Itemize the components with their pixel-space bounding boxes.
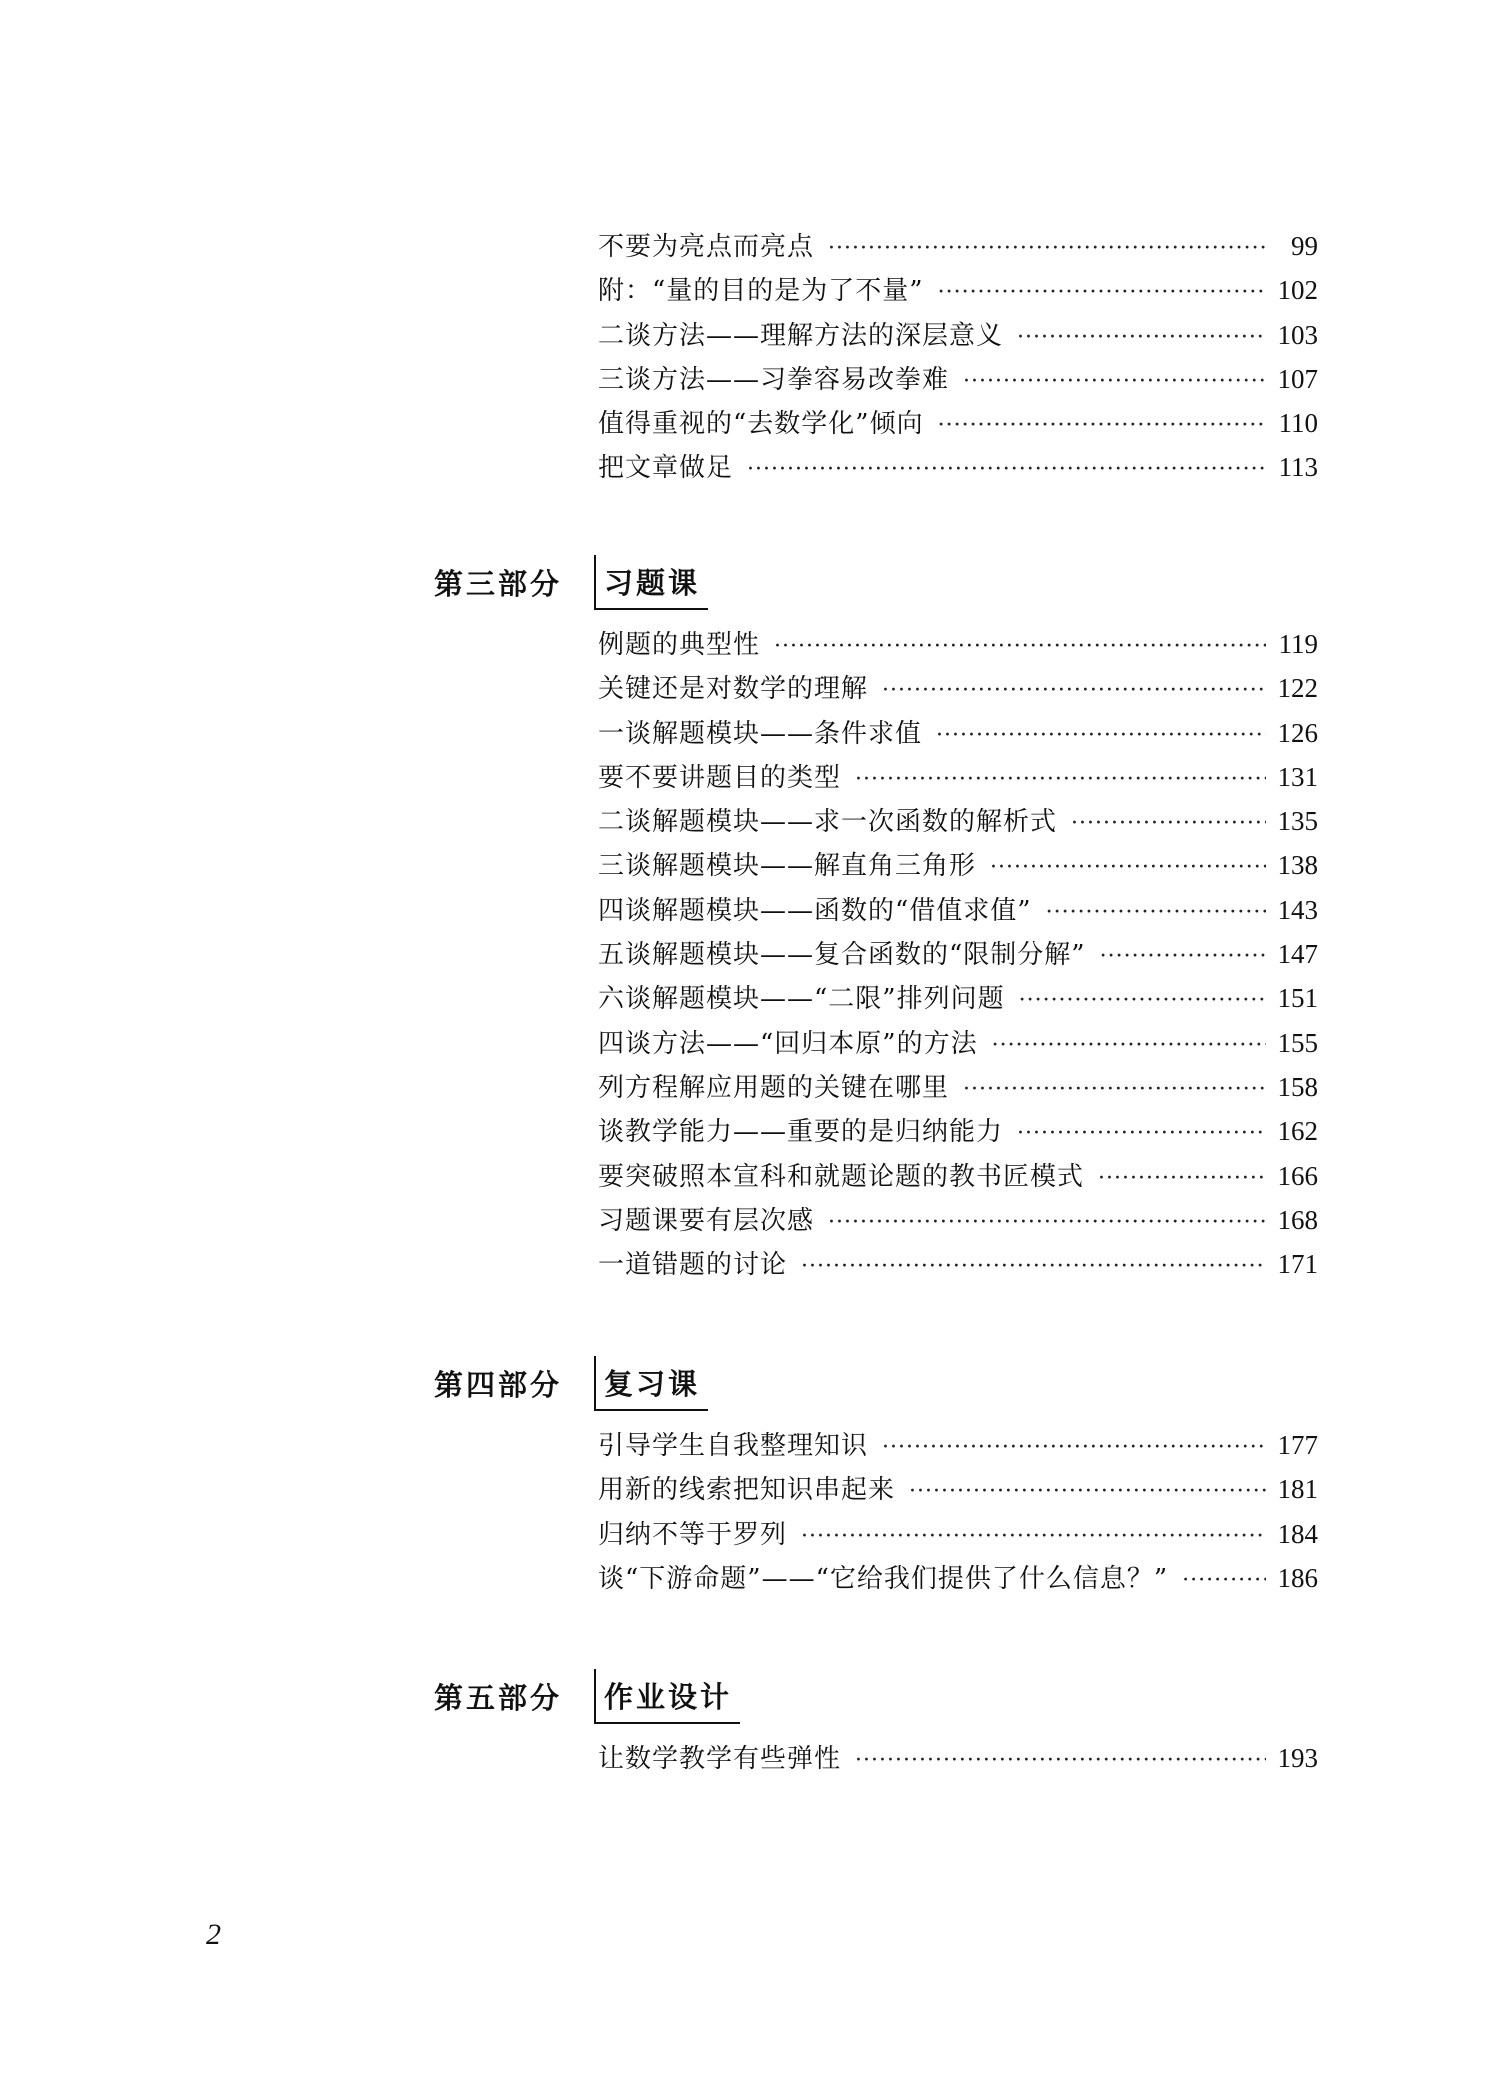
part-title: 习题课 [594, 555, 708, 610]
toc-entry-page: 158 [1277, 1071, 1318, 1102]
toc-entry-title: 四谈方法——“回归本原”的方法 [598, 1028, 978, 1059]
dot-leader [938, 413, 1266, 438]
toc-entry-title: 列方程解应用题的关键在哪里 [598, 1072, 950, 1103]
part-label: 第四部分 [434, 1367, 563, 1402]
toc-entry [598, 890, 1318, 934]
toc-entry [598, 226, 1318, 270]
toc-entry [598, 403, 1318, 447]
toc-entry-title: 附：“量的目的是为了不量” [598, 276, 924, 307]
toc-entry-title: 不要为亮点而亮点 [598, 232, 815, 262]
toc-entry-page: 113 [1278, 452, 1318, 483]
dot-leader [1019, 988, 1266, 1013]
toc-entry-title: 四谈解题模块——函数的“借值求值” [598, 895, 1032, 926]
toc-entry [598, 1244, 1318, 1288]
toc-entry-title: 关键还是对数学的理解 [598, 674, 869, 705]
dot-leader [828, 236, 1266, 261]
toc-entry-page: 103 [1277, 319, 1318, 350]
toc-entry-title: 二谈解题模块——求一次函数的解析式 [598, 807, 1058, 838]
toc-entry-page: 171 [1277, 1249, 1318, 1280]
toc-entry-page: 193 [1277, 1743, 1318, 1773]
toc-entry [598, 1156, 1318, 1200]
toc-entry [598, 1067, 1318, 1111]
toc-entry-title: 谈教学能力——重要的是归纳能力 [598, 1117, 1004, 1148]
toc-list-part-5 [598, 1738, 1318, 1782]
part-label: 第三部分 [434, 566, 563, 601]
dot-leader [936, 723, 1265, 748]
toc-entry-page: 155 [1277, 1027, 1318, 1058]
dot-leader [882, 678, 1265, 703]
dot-leader [990, 855, 1265, 880]
dot-leader [747, 457, 1266, 482]
toc-entry [598, 1200, 1318, 1244]
toc-entry [598, 1738, 1318, 1782]
dot-leader [1100, 944, 1266, 969]
dot-leader [1017, 1121, 1265, 1146]
toc-entry-title: 三谈解题模块——解直角三角形 [598, 851, 977, 882]
toc-entry [598, 315, 1318, 359]
toc-entry-title: 要突破照本宣科和就题论题的教书匠模式 [598, 1161, 1085, 1192]
toc-entry-page: 138 [1277, 850, 1318, 881]
dot-leader [801, 1254, 1265, 1279]
toc-entry-title: 值得重视的“去数学化”倾向 [598, 409, 924, 440]
toc-entry-title: 五谈解题模块——复合函数的“限制分解” [598, 940, 1086, 971]
toc-entry-page: 151 [1277, 983, 1318, 1014]
dot-leader [938, 280, 1266, 305]
toc-entry-page: 102 [1277, 275, 1318, 306]
toc-entry [598, 1514, 1318, 1558]
toc-entry-page: 107 [1277, 363, 1318, 394]
toc-entry-title: 三谈方法——习拳容易改拳难 [598, 364, 950, 395]
dot-leader [1182, 1568, 1265, 1593]
toc-entry [598, 1469, 1318, 1513]
toc-entry [598, 1425, 1318, 1469]
toc-entry-title: 一谈解题模块——条件求值 [598, 718, 923, 749]
dot-leader [801, 1524, 1265, 1549]
dot-leader [909, 1479, 1265, 1504]
toc-entry-page: 135 [1277, 806, 1318, 837]
dot-leader [992, 1033, 1266, 1058]
dot-leader [855, 1748, 1265, 1773]
toc-entry-page: 162 [1277, 1116, 1318, 1147]
toc-entry-page: 168 [1277, 1204, 1318, 1235]
toc-list-part-3 [598, 624, 1318, 1288]
toc-entry [598, 359, 1318, 403]
page-number: 2 [206, 1918, 221, 1951]
toc-entry [598, 757, 1318, 801]
toc-entry-page: 181 [1277, 1474, 1318, 1505]
toc-entry [598, 934, 1318, 978]
toc-entry [598, 1023, 1318, 1067]
toc-entry [598, 668, 1318, 712]
toc-entry-page: 166 [1277, 1160, 1318, 1191]
toc-entry-page: 143 [1277, 894, 1318, 925]
toc-entry-page: 110 [1278, 408, 1318, 439]
toc-entry-page: 131 [1277, 761, 1318, 792]
toc-entry-title: 六谈解题模块——“二限”排列问题 [598, 984, 1005, 1015]
part-header-3 [434, 556, 708, 608]
dot-leader [1046, 900, 1266, 925]
dot-leader [1017, 325, 1265, 350]
dot-leader [963, 1077, 1265, 1102]
toc-entry-title: 谈“下游命题”——“它给我们提供了什么信息？” [598, 1563, 1169, 1594]
toc-entry [598, 270, 1318, 314]
toc-entry [598, 1111, 1318, 1155]
dot-leader [774, 634, 1266, 659]
toc-list-part-4 [598, 1425, 1318, 1602]
toc-entry-title: 习题课要有层次感 [598, 1205, 815, 1236]
toc-entry [598, 978, 1318, 1022]
toc-entry-title: 要不要讲题目的类型 [598, 762, 842, 793]
part-header-4 [434, 1357, 708, 1409]
toc-entry [598, 713, 1318, 757]
toc-entry-page: 99 [1291, 231, 1318, 261]
dot-leader [963, 369, 1265, 394]
part-title: 复习课 [594, 1356, 708, 1411]
toc-entry-title: 引导学生自我整理知识 [598, 1431, 869, 1461]
toc-entry-page: 184 [1277, 1518, 1318, 1549]
toc-entry-title: 例题的典型性 [598, 630, 761, 660]
part-label: 第五部分 [434, 1680, 563, 1715]
toc-entry-page: 186 [1277, 1562, 1318, 1593]
part-title: 作业设计 [594, 1669, 740, 1724]
toc-entry-page: 126 [1277, 717, 1318, 748]
toc-entry-title: 二谈方法——理解方法的深层意义 [598, 320, 1004, 351]
toc-entry-title: 让数学教学有些弹性 [598, 1744, 842, 1774]
toc-entry-title: 归纳不等于罗列 [598, 1519, 788, 1550]
toc-entry-page: 119 [1278, 629, 1318, 659]
toc-entry-page: 177 [1277, 1430, 1318, 1460]
toc-entry [598, 801, 1318, 845]
toc-entry-title: 把文章做足 [598, 453, 734, 484]
dot-leader [882, 1435, 1265, 1460]
toc-entry [598, 447, 1318, 491]
toc-entry [598, 624, 1318, 668]
dot-leader [1098, 1166, 1265, 1191]
dot-leader [855, 767, 1265, 792]
toc-entry-page: 147 [1277, 939, 1318, 970]
part-header-5 [434, 1670, 740, 1722]
toc-list-continued [598, 226, 1318, 492]
dot-leader [1071, 811, 1265, 836]
toc-entry-title: 一道错题的讨论 [598, 1250, 788, 1281]
toc-entry [598, 1558, 1318, 1602]
dot-leader [828, 1210, 1265, 1235]
toc-entry-title: 用新的线索把知识串起来 [598, 1475, 896, 1506]
toc-entry [598, 845, 1318, 889]
toc-entry-page: 122 [1277, 673, 1318, 704]
